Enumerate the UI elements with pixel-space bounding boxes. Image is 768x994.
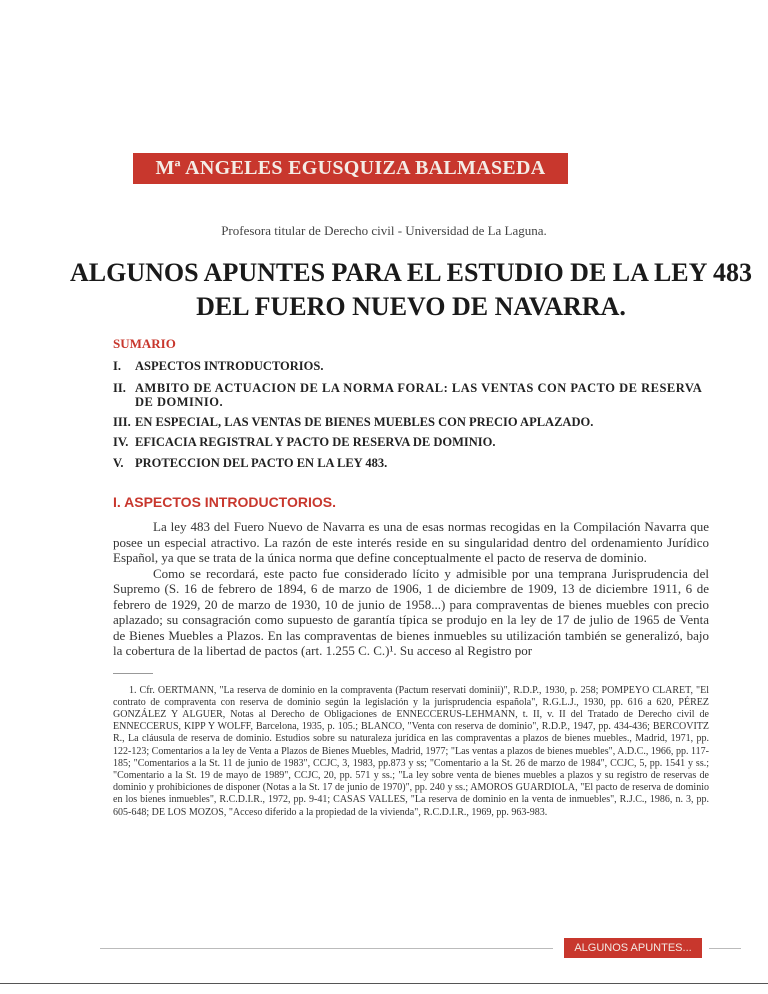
summary-item-number: II.: [113, 380, 126, 395]
section-heading: I. ASPECTOS INTRODUCTORIOS.: [113, 494, 336, 510]
summary-item: [113, 377, 709, 412]
article-title: ALGUNOS APUNTES PARA EL ESTUDIO DE LA LEY 483 DEL FUERO NUEVO DE NAVARRA.: [70, 258, 752, 321]
summary-item-text: AMBITO DE ACTUACION DE LA NORMA FORAL: LAS VENTAS CON PACTO DE RESERVA DE DOMINIO.: [135, 380, 702, 409]
summary-item-text: EFICACIA REGISTRAL Y PACTO DE RESERVA DE DOMINIO.: [135, 435, 496, 449]
summary-list: [113, 356, 709, 473]
summary-item-number: III.: [113, 414, 131, 429]
summary-item-number: V.: [113, 455, 124, 470]
paragraph: Como se recordará, este pacto fue considerado lícito y admisible por una temprana Jurisprudencia del Supremo (S. 16 de febrero de 1894, 6 de marzo de 1906, 1 de diciembre de 1909, 13 de diciembre 1911, 6 de febrero de 1929, 20 de marzo de 1930, 10 de junio de 1958...) para compraventas de bienes muebles con precio aplazado; su consagración como supuesto de garantía típica se produjo en la ley de 17 de julio de 1965 de Venta de Bienes Muebles a Plazos. En las compraventas de bienes inmuebles su utilización también se generalizó, bajo la cobertura de la libertad de pactos (art. 1.255 C. C.)¹. Su acceso al Registro por: [113, 565, 709, 658]
body-text: [113, 519, 709, 659]
summary-item-number: I.: [113, 359, 121, 373]
summary-heading: SUMARIO: [113, 336, 176, 351]
footnote-separator: [113, 673, 153, 674]
summary-item: [113, 453, 709, 474]
affiliation: Profesora titular de Derecho civil - Universidad de La Laguna.: [221, 223, 547, 238]
author-banner: Mª ANGELES EGUSQUIZA BALMASEDA: [133, 153, 568, 184]
footer-running-title: ALGUNOS APUNTES...: [564, 938, 702, 958]
paragraph: La ley 483 del Fuero Nuevo de Navarra es una de esas normas recogidas en la Compilación Navarra que posee un especial atractivo. La razón de este interés reside en su singularidad dentro del ordenamiento Jurídico Español, ya que se trata de la única norma que define conceptualmente el pacto de reserva de dominio.: [113, 519, 709, 565]
content-column: [70, 222, 752, 819]
footer-rule-right: [709, 948, 741, 949]
summary-item-number: IV.: [113, 435, 129, 449]
footnote-text: 1. Cfr. OERTMANN, "La reserva de dominio en la compraventa (Pactum reservati dominii)", R.D.P., 1930, p. 258; POMPEYO CLARET, "El contrato de compraventa con reserva de dominio según la legislación y la jurisprudencia española", R.G.L.J., 1930, pp. 616 a 620, PÉREZ GONZÁLEZ Y ALGUER, Notas al Derecho de Obligaciones de ENNECCERUS-LEHMANN, t. II, v. II del Tratado de Derecho civil de ENNECCERUS, KIPP Y WOLFF, Barcelona, 1935, p. 105.; BLANCO, "Venta con reserva de dominio", R.D.P., 1947, pp. 434-436; BERCOVITZ R., La cláusula de reserva de dominio. Estudios sobre su naturaleza jurídica en las compraventas a plazos de bienes muebles., Madrid, 1971, pp. 122-123; Comentarios a la ley de Venta a Plazos de Bienes Muebles, Madrid, 1977; "Las ventas a plazos de bienes muebles", A.D.C., 1966, pp. 117-185; "Comentarios a la St. 11 de junio de 1983", CCJC, 3, 1983, pp.873 y ss; "Comentario a la St. 26 de marzo de 1984", CCJC, 5, pp. 1541 y ss.; "Comentario a la St. 19 de mayo de 1989", CCJC, 20, pp. 571 y ss.; "La ley sobre venta de bienes muebles a plazos y su registro de reservas de dominio y prohibiciones de disponer (Notas a la St. 17 de junio de 1970)", pp. 240 y ss.; AMOROS GUARDIOLA, "El pacto de reserva de dominio en los bienes inmuebles", R.C.D.I.R., 1972, pp. 9-41; CASAS VALLES, "La reserva de dominio en la venta de inmuebles", R.J.C., 1986, n. 3, pp. 605-648; DE LOS MOZOS, "Acceso diferido a la propiedad de la vivienda", R.C.D.I.R., 1969, pp. 963-983.: [113, 684, 709, 818]
footer-rule-left: [100, 948, 553, 949]
footnote: [113, 685, 709, 819]
page-bottom-rule: [0, 983, 768, 984]
summary-item: [113, 432, 709, 453]
summary-item: [113, 356, 709, 377]
summary-item-text: EN ESPECIAL, LAS VENTAS DE BIENES MUEBLES CON PRECIO APLAZADO.: [135, 414, 594, 429]
summary-item: [113, 412, 709, 433]
summary-item-text: PROTECCION DEL PACTO EN LA LEY 483.: [135, 455, 388, 470]
summary-item-text: ASPECTOS INTRODUCTORIOS.: [135, 359, 324, 373]
